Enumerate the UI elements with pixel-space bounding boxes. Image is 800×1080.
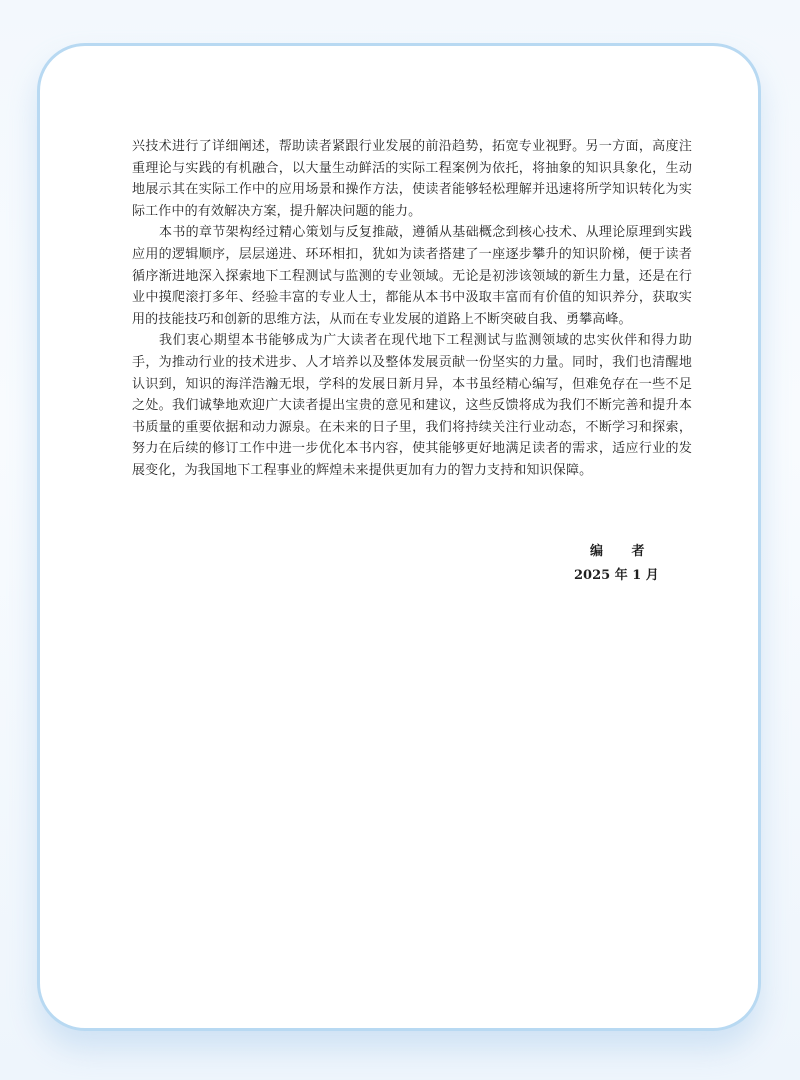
document-body <box>132 136 692 482</box>
paragraph-continuation: 兴技术进行了详细阐述，帮助读者紧跟行业发展的前沿趋势，拓宽专业视野。另一方面，高度注重理论与实践的有机融合，以大量生动鲜活的实际工程案例为依托，将抽象的知识具象化，生动地展示其在实际工作中的应用场景和操作方法，使读者能够轻松理解并迅速将所学知识转化为实际工作中的有效解决方案，提升解决问题的能力。 <box>132 139 692 219</box>
author-label: 编 者 <box>590 544 657 559</box>
paragraph-expectation: 我们衷心期望本书能够成为广大读者在现代地下工程测试与监测领域的忠实伙伴和得力助手，为推动行业的技术进步、人才培养以及整体发展贡献一份坚实的力量。同时，我们也清醒地认识到，知识的海洋浩瀚无垠，学科的发展日新月异，本书虽经精心编写，但难免存在一些不足之处。我们诚挚地欢迎广大读者提出宝贵的意见和建议，这些反馈将成为我们不断完善和提升本书质量的重要依据和动力源泉。在未来的日子里，我们将持续关注行业动态，不断学习和探索，努力在后续的修订工作中进一步优化本书内容，使其能够更好地满足读者的需求，适应行业的发展变化，为我国地下工程事业的辉煌未来提供更加有力的智力支持和知识保障。 <box>132 333 692 478</box>
date-label: 2025 年 1 月 <box>574 568 659 583</box>
paragraph-structure: 本书的章节架构经过精心策划与反复推敲，遵循从基础概念到核心技术、从理论原理到实践应用的逻辑顺序，层层递进、环环相扣，犹如为读者搭建了一座逐步攀升的知识阶梯，便于读者循序渐进地深入探索地下工程测试与监测的专业领域。无论是初涉该领域的新生力量，还是在行业中摸爬滚打多年、经验丰富的专业人士，都能从本书中汲取丰富而有价值的知识养分，获取实用的技能技巧和创新的思维方法，从而在专业发展的道路上不断突破自我、勇攀高峰。 <box>132 225 692 327</box>
document-page <box>37 43 761 1031</box>
